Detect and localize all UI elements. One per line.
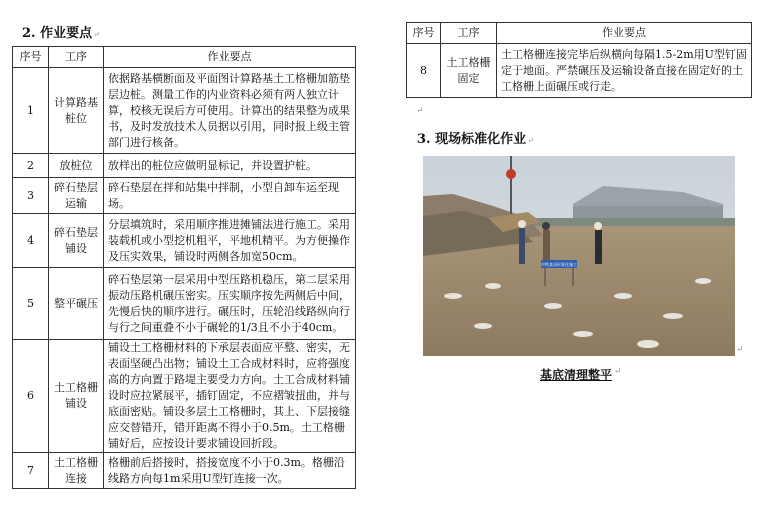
table-row <box>407 44 752 98</box>
operation-points-table <box>12 46 356 489</box>
row-step: 土工格栅铺设 <box>49 340 104 453</box>
row-step: 碎石垫层运输 <box>49 178 104 214</box>
table-header-row <box>13 47 356 68</box>
row-step: 计算路基桩位 <box>49 68 104 154</box>
header-no: 序号 <box>13 47 49 68</box>
header-step: 工序 <box>49 47 104 68</box>
row-desc: 分层填筑时，采用顺序推进摊铺法进行施工。采用装载机或小型挖机粗平，平地机精平。为方便操作及压实效果，铺设时两侧各加宽50cm。 <box>104 214 356 268</box>
header-desc: 作业要点 <box>497 23 752 44</box>
row-desc: 土工格栅连接完毕后纵横向每隔1.5-2m用U型钉固定于地面。严禁碾压及运输设备直接在固定好的土工格栅上面碾压或行走。 <box>497 44 752 98</box>
row-step: 土工格栅连接 <box>49 453 104 489</box>
paragraph-mark: ↵ <box>614 367 622 377</box>
section-heading-text: 2. 作业要点 <box>22 26 93 41</box>
section-heading-text: 3. 现场标准化作业 <box>417 132 527 147</box>
row-desc: 碎石垫层第一层采用中型压路机稳压，第二层采用振动压路机碾压密实。压实顺序按先两侧后中间，先慢后快的顺序进行。碾压时，压轮沿线路纵向行与行之间重叠不小于碾轮的1/3且不小于40cm。 <box>104 268 356 340</box>
table-row <box>13 340 356 453</box>
paragraph-mark: ↵ <box>416 106 424 116</box>
row-number: 5 <box>13 268 49 340</box>
row-desc: 碎石垫层在拌和站集中拌制，小型自卸车运至现场。 <box>104 178 356 214</box>
row-step: 整平碾压 <box>49 268 104 340</box>
table-row <box>13 154 356 178</box>
header-no: 序号 <box>407 23 441 44</box>
row-number: 7 <box>13 453 49 489</box>
section-heading-operation-points <box>22 22 100 41</box>
row-desc: 铺设土工格栅材料的下承层表面应平整、密实，无表面坚硬凸出物；铺设土工合成材料时，应将强度高的方向置于路堤主要受力方向。土工合成材料铺设时应拉紧展平，插钉固定，不应褶皱扭曲，并与底面密贴。铺设多层土工格栅时，其上、下层接缝应交替错开，错开距离不得小于0.5m。土工格栅铺好后，应按设计要求铺设回折段。 <box>104 340 356 453</box>
header-desc: 作业要点 <box>104 47 356 68</box>
site-photo <box>423 156 735 356</box>
section-heading-site-standardization <box>417 128 534 147</box>
row-desc: 放样出的桩位应做明显标记，并设置护桩。 <box>104 154 356 178</box>
row-number: 8 <box>407 44 441 98</box>
row-step: 土工格栅固定 <box>441 44 497 98</box>
row-number: 1 <box>13 68 49 154</box>
table-row <box>13 268 356 340</box>
row-desc: 依据路基横断面及平面图计算路基土工格栅加筋垫层边桩。测量工作的内业资料必须有两人独立计算，校核无误后方可使用。计算出的结果整为成果书，及时发放技术人员据以引用，同时报上级主管部门进行核备。 <box>104 68 356 154</box>
paragraph-mark: ↵ <box>527 136 534 145</box>
row-number: 2 <box>13 154 49 178</box>
row-step: 碎石垫层铺设 <box>49 214 104 268</box>
row-number: 3 <box>13 178 49 214</box>
operation-points-table-continued <box>406 22 752 98</box>
sign-text: 中铁某局标准化施工 <box>541 262 577 267</box>
table-row <box>13 214 356 268</box>
paragraph-mark: ↵ <box>93 30 100 39</box>
row-number: 4 <box>13 214 49 268</box>
paragraph-mark: ↵ <box>736 345 744 355</box>
table-header-row <box>407 23 752 44</box>
table-row <box>13 453 356 489</box>
row-desc: 格栅前后搭接时，搭接宽度不小于0.3m。格栅沿线路方向每1m采用U型钉连接一次。 <box>104 453 356 489</box>
table-row <box>13 178 356 214</box>
table-row <box>13 68 356 154</box>
header-step: 工序 <box>441 23 497 44</box>
row-step: 放桩位 <box>49 154 104 178</box>
row-number: 6 <box>13 340 49 453</box>
photo-caption: 基底清理整平 <box>540 368 613 382</box>
